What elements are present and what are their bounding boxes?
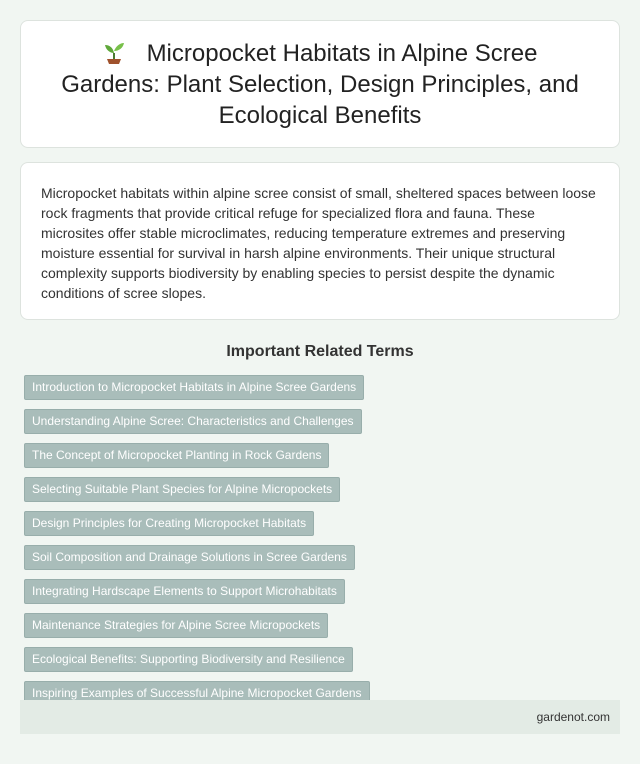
footer	[20, 700, 620, 734]
summary-text: Micropocket habitats within alpine scree consist of small, sheltered spaces between loose rock fragments that provide critical refuge for specialized flora and fauna. These microsites offer stable microclimates, reducing temperature extremes and preserving moisture essential for survival in harsh alpine environments. Their unique structural complexity supports biodiversity by enabling species to persist despite the dynamic conditions of scree slopes.	[41, 185, 596, 301]
related-terms-heading: Important Related Terms	[226, 343, 414, 360]
related-term[interactable]: Design Principles for Creating Micropocket Habitats	[24, 511, 314, 536]
title-card	[20, 20, 620, 148]
sprout-icon	[103, 40, 125, 64]
summary-card	[20, 162, 620, 320]
related-term[interactable]: Introduction to Micropocket Habitats in Alpine Scree Gardens	[24, 375, 364, 400]
related-term[interactable]: Ecological Benefits: Supporting Biodiversity and Resilience	[24, 647, 353, 672]
related-term[interactable]: Integrating Hardscape Elements to Support Microhabitats	[24, 579, 345, 604]
related-term[interactable]: Selecting Suitable Plant Species for Alpine Micropockets	[24, 477, 340, 502]
related-term[interactable]: Maintenance Strategies for Alpine Scree Micropockets	[24, 613, 328, 638]
related-term[interactable]: Inspiring Examples of Successful Alpine Micropocket Gardens	[24, 681, 370, 706]
page-title-text: Micropocket Habitats in Alpine Scree Gardens: Plant Selection, Design Principles, and Ecological Benefits	[61, 39, 579, 129]
related-terms-list	[20, 375, 620, 706]
footer-site-link[interactable]: gardenot.com	[536, 710, 610, 724]
page-title	[57, 38, 583, 131]
related-term[interactable]: The Concept of Micropocket Planting in Rock Gardens	[24, 443, 329, 468]
related-term[interactable]: Soil Composition and Drainage Solutions in Scree Gardens	[24, 545, 355, 570]
related-term[interactable]: Understanding Alpine Scree: Characteristics and Challenges	[24, 409, 362, 434]
